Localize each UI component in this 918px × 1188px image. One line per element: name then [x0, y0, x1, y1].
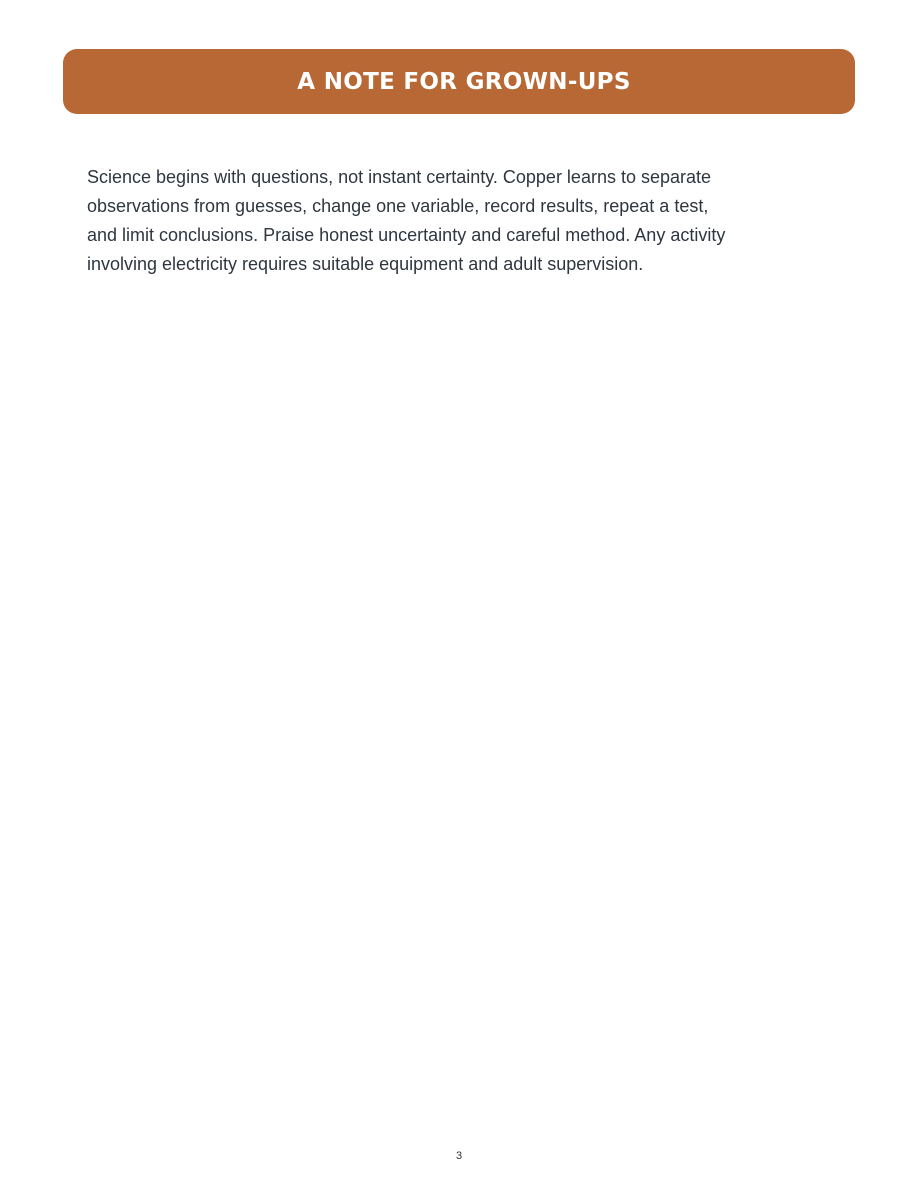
header-banner [63, 49, 855, 114]
page-number: 3 [455, 1150, 463, 1162]
page-title: A NOTE FOR GROWN-UPS [297, 68, 631, 95]
note-paragraph: Science begins with questions, not instant certainty. Copper learns to separate observations from guesses, change one variable, record results, repeat a test, and limit conclusions. Praise honest uncertainty and careful method. Any activity involving electricity requires suitable equipment and adult supervision. [87, 167, 726, 274]
